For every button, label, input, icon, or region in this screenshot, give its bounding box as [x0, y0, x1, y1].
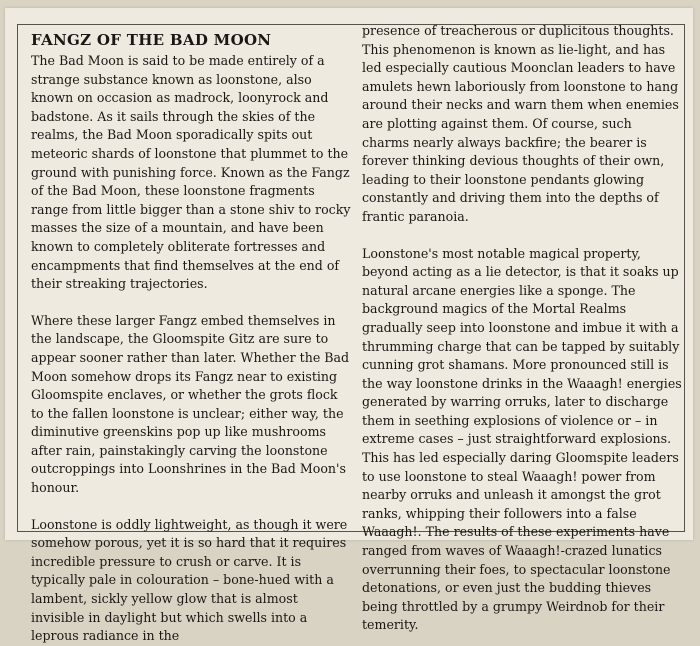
paragraph: Loonstone's most notable magical property, beyond acting as a lie detector, is that it soaks up natural arcane energies like a sponge. The background magics of the Mortal Realms gradually seep into loonstone and imbue it with a thrumming charge that can be tapped by suitably cunning grot shamans. More pronounced still is the way loonstone drinks in the Waaagh! energies generated by warring orruks, later to discharge them in seething explosions of violence or – in extreme cases – just straightforward explosions. This has led especially daring Gloomspite leaders to use loonstone to steal Waaagh! power from nearby orruks and unleash it amongst the grot ranks, whipping their followers into a false Waaagh!. The results of these experiments have ranged from waves of Waaagh!-crazed lunatics overrunning their foes, to spectacular loonstone detonations, or even just the budding thieves being throttled by a grumpy Weirdnob for their temerity. — [362, 245, 682, 633]
left-column — [31, 30, 351, 646]
section-title: FANGZ OF THE BAD MOON — [31, 31, 272, 49]
right-column — [362, 22, 682, 635]
paragraph: Where these larger Fangz embed themselves in the landscape, the Gloomspite Gitz are sure to appear sooner rather than later. Whether the Bad Moon somehow drops its Fangz near to existing Gloomspite enclaves, or whether the grots flock to the fallen loonstone is unclear; either way, the diminutive greenskins pop up like mushrooms after rain, painstakingly carving the loonstone outcroppings into Loonshrines in the Bad Moon's honour. — [31, 312, 350, 496]
paragraph: The Bad Moon is said to be made entirely of a strange substance known as loonstone, also known on occasion as madrock, loonyrock and badstone. As it sails through the skies of the realms, the Bad Moon sporadically spits out meteoric shards of loonstone that plummet to the ground with punishing force. Known as the Fangz of the Bad Moon, these loonstone fragments range from little bigger than a stone shiv to rocky masses the size of a mountain, and have been known to completely obliterate fortresses and encampments that find themselves at the end of their streaking trajectories. — [31, 53, 351, 292]
paragraph: Loonstone is oddly lightweight, as though it were somehow porous, yet it is so hard that it requires incredible pressure to crush or carve. It is typically pale in colouration – bone-hued with a lambent, sickly yellow glow that is almost invisible in daylight but which swells into a leprous radiance in the — [31, 516, 348, 644]
paragraph: presence of treacherous or duplicitous thoughts. This phenomenon is known as lie-light, and has led especially cautious Moonclan leaders to have amulets hewn laboriously from loonstone to hang around their necks and warn them when enemies are plotting against them. Of course, such charms nearly always backfire; the bearer is forever thinking devious thoughts of their own, leading to their loonstone pendants glowing constantly and driving them into the depths of frantic paranoia. — [362, 23, 679, 224]
page — [5, 8, 693, 644]
